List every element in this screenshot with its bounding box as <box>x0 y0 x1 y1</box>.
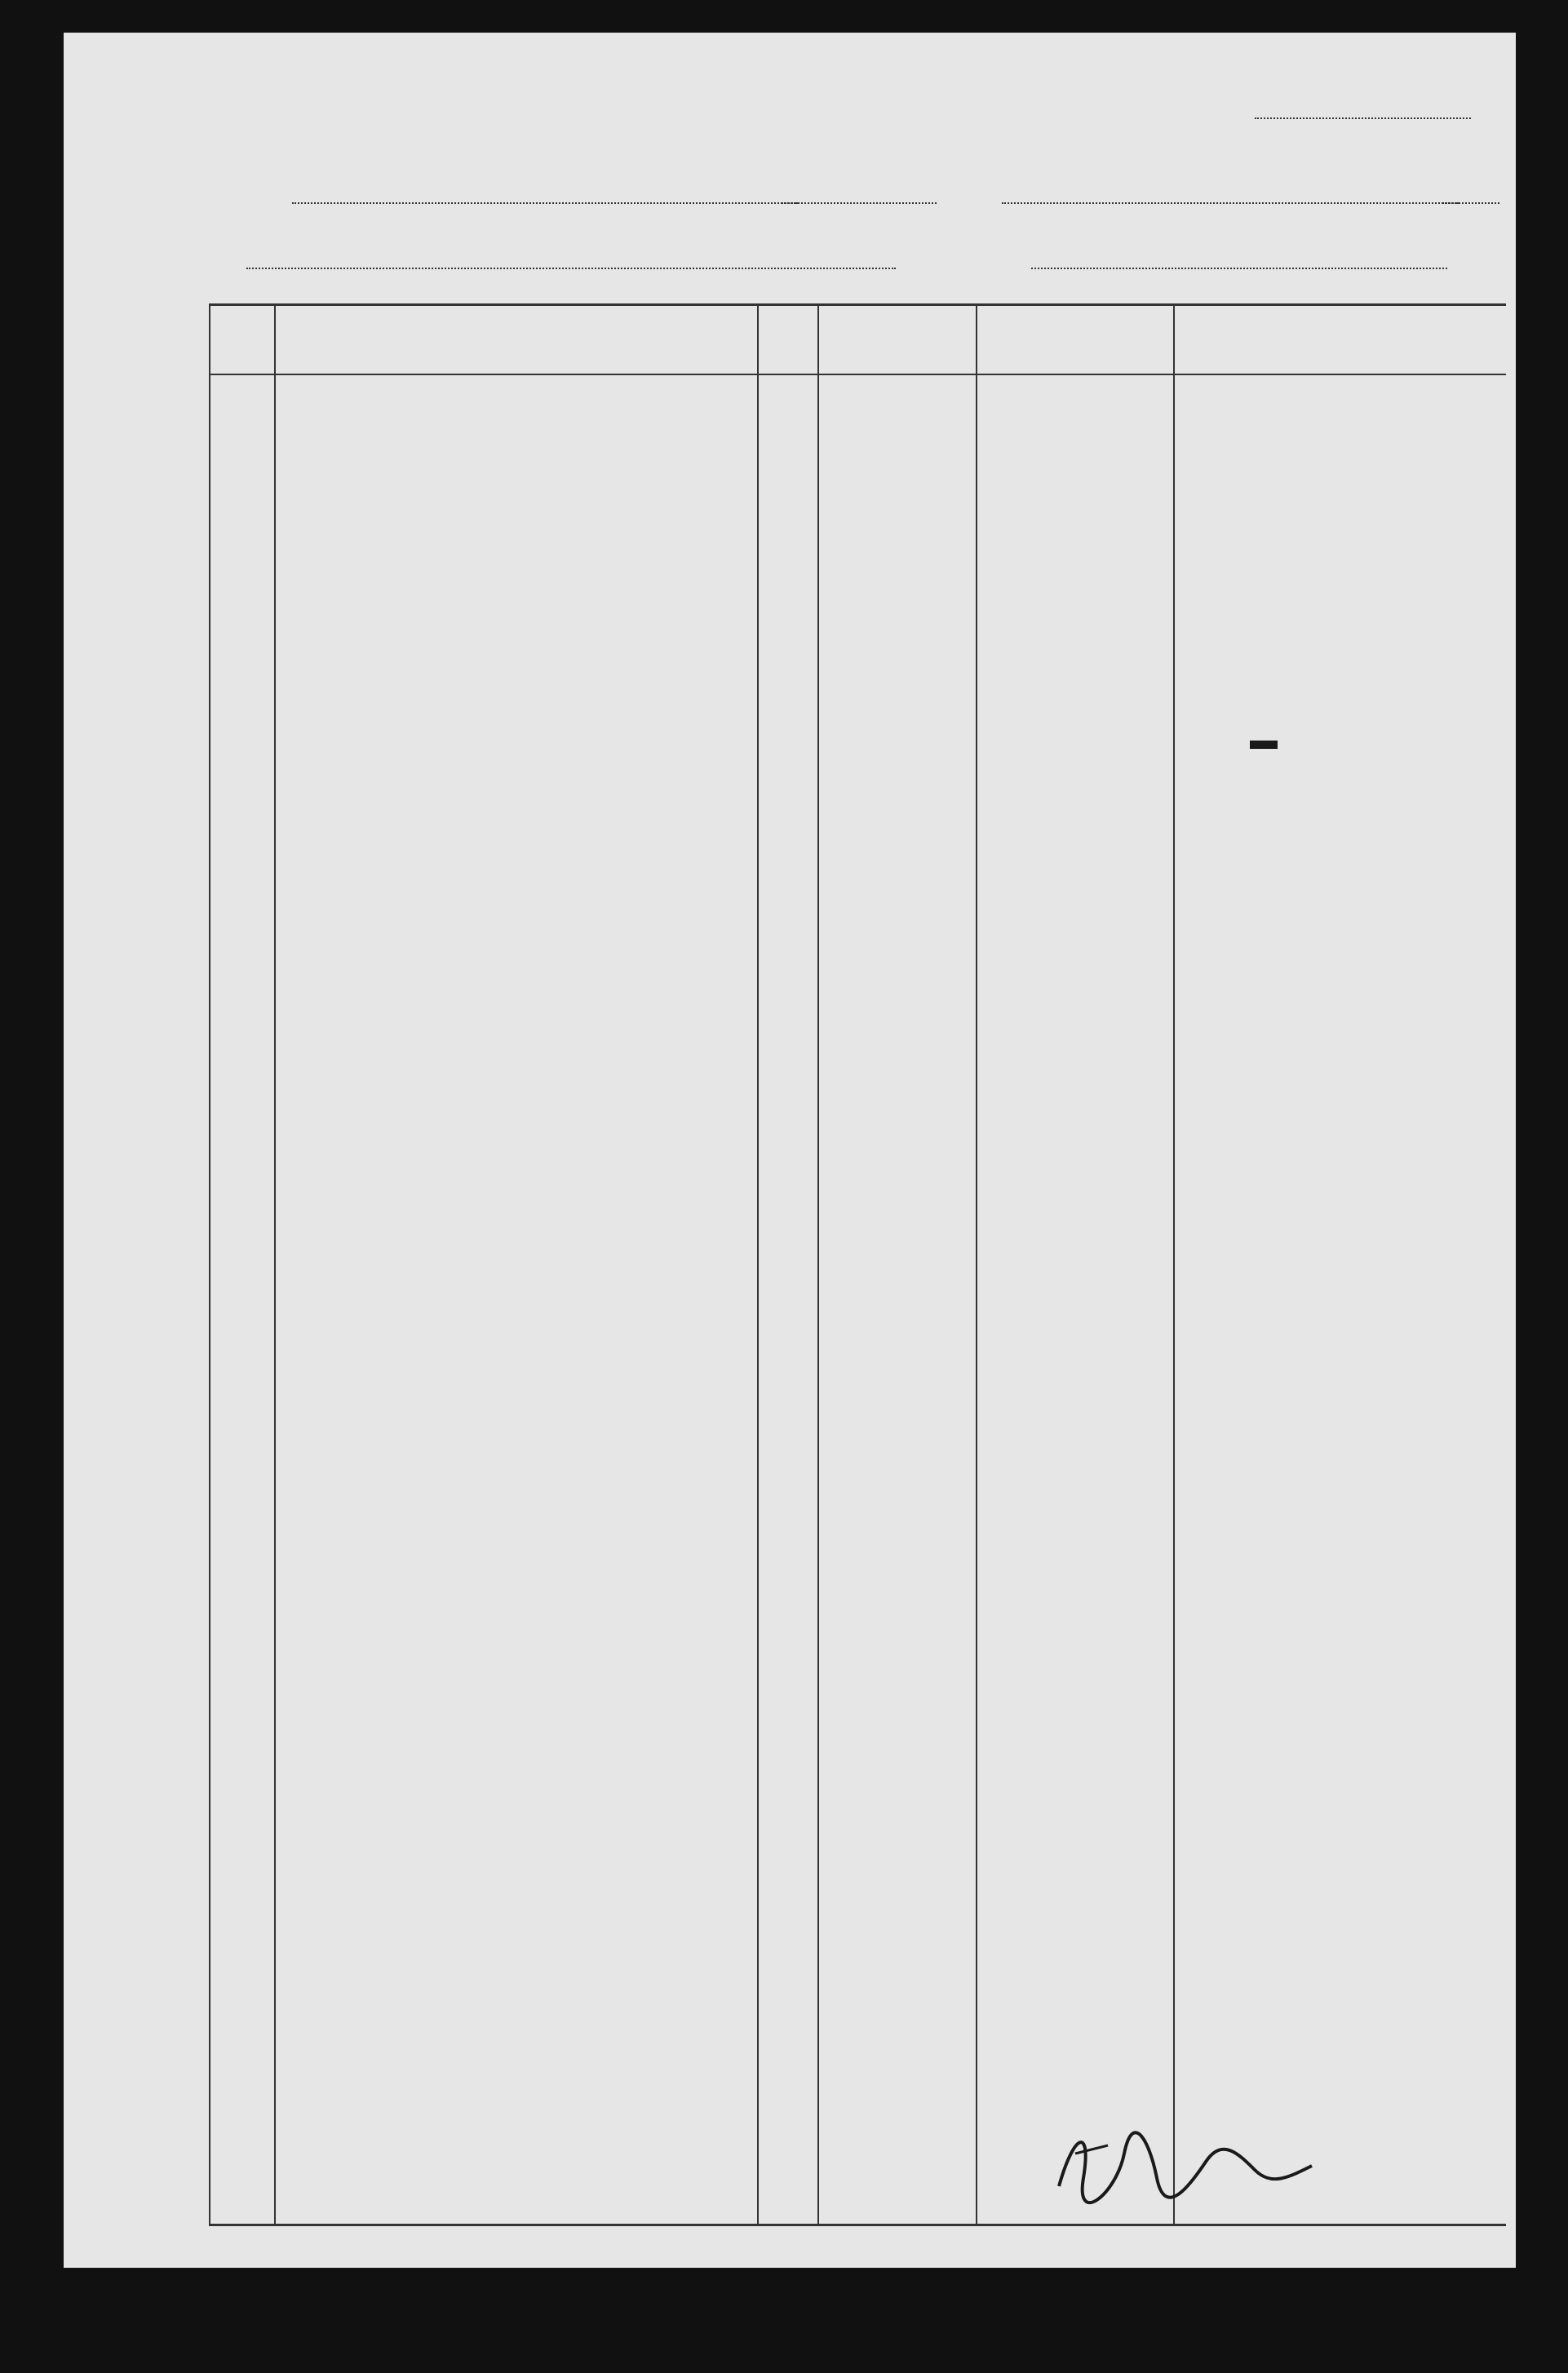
table-header-rule <box>209 374 1506 375</box>
col-rule-passport <box>817 303 819 2225</box>
class-line <box>782 202 937 204</box>
vessel-line <box>246 268 896 269</box>
manifest-page <box>64 33 1516 2268</box>
inspector-signature-scrawl-icon <box>1051 2121 1320 2211</box>
col-rule-left <box>209 303 210 2225</box>
list-no-line <box>1255 117 1471 119</box>
col-rule-officers <box>1173 303 1175 2225</box>
col-rule-line <box>274 303 276 2225</box>
officer-mark-s-icon: ▬ <box>1250 724 1278 755</box>
arrival-line <box>1031 268 1447 269</box>
col-rule-baggage <box>976 303 977 2225</box>
from-line <box>1002 202 1459 204</box>
year-line <box>1442 202 1499 204</box>
table-top-rule <box>209 303 1506 306</box>
prepared-line <box>292 202 798 204</box>
table-bottom-rule <box>209 2224 1506 2226</box>
col-rule-married <box>757 303 759 2225</box>
